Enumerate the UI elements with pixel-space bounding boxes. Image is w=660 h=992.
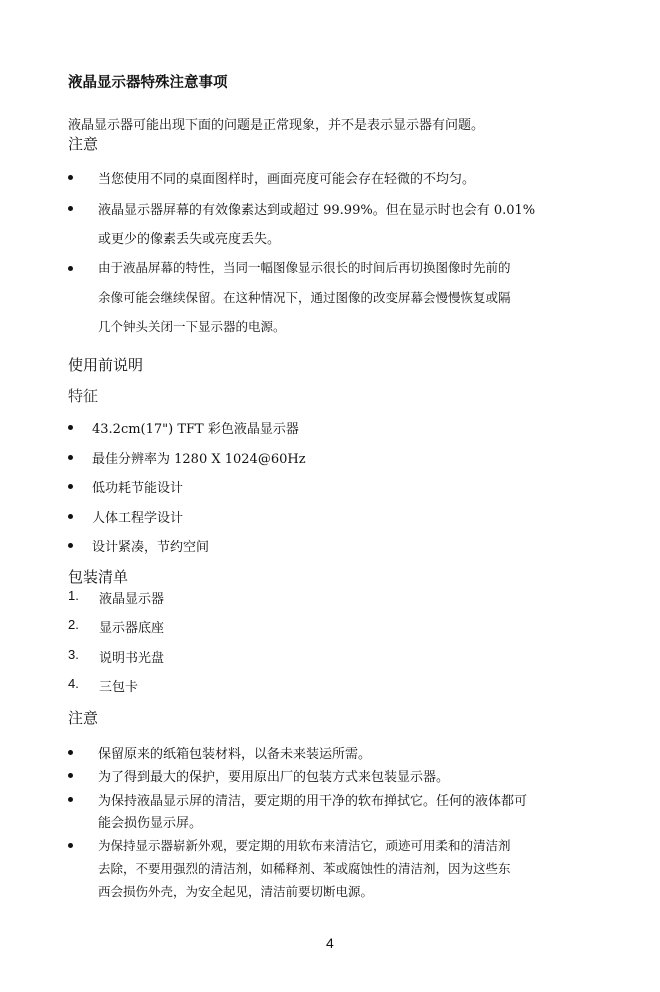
feature-item: 43.2cm(17") TFT 彩色液晶显示器 xyxy=(92,422,299,437)
bullet-dot xyxy=(68,425,73,430)
bullet-dot xyxy=(68,514,73,519)
notice1-item-3-line-2: 余像可能会继续保留。在这种情况下，通过图像的改变屏幕会慢慢恢复或隔 xyxy=(98,290,511,305)
intro-text: 液晶显示器可能出现下面的问题是正常现象，并不是表示显示器有问题。 xyxy=(68,118,485,133)
bullet-dot xyxy=(68,797,73,802)
bullet-dot xyxy=(68,206,73,211)
package-item-number: 1. xyxy=(68,588,79,603)
notice2-item-4-line-2: 去除，不要用强烈的清洁剂，如稀释剂、苯或腐蚀性的清洁剂，因为这些东 xyxy=(98,861,511,876)
notice2-heading: 注意 xyxy=(68,709,99,727)
notice1-heading: 注意 xyxy=(68,135,99,153)
feature-item: 最佳分辨率为 1280 X 1024@60Hz xyxy=(92,452,306,467)
package-item-label: 显示器底座 xyxy=(99,621,165,636)
feature-item: 人体工程学设计 xyxy=(92,511,184,526)
package-item-number: 4. xyxy=(68,676,79,691)
bullet-dot xyxy=(68,773,73,778)
notice1-item-2-line-2: 或更少的像素丢失或亮度丢失。 xyxy=(98,232,281,247)
bullet-dot xyxy=(68,750,73,755)
notice2-item-3-line-2: 能会损伤显示屏。 xyxy=(98,816,203,831)
notice2-item-1-line-1: 保留原来的纸箱包装材料，以备未来装运所需。 xyxy=(98,747,372,762)
before-use-heading: 使用前说明 xyxy=(68,356,144,374)
notice1-item-2-line-1: 液晶显示器屏幕的有效像素达到或超过 99.99%。但在显示时也会有 0.01% xyxy=(98,203,536,218)
package-item-label: 三包卡 xyxy=(99,680,139,695)
notice1-item-3-line-1: 由于液晶屏幕的特性，当同一幅图像显示很长的时间后再切换图像时先前的 xyxy=(98,260,511,275)
notice1-item-3-line-3: 几个钟头关闭一下显示器的电源。 xyxy=(98,319,286,334)
notice2-item-4-line-3: 西会损伤外壳，为安全起见，清洁前要切断电源。 xyxy=(98,884,374,899)
bullet-dot xyxy=(68,484,73,489)
package-item-label: 液晶显示器 xyxy=(99,592,165,607)
bullet-dot xyxy=(68,543,73,548)
feature-item: 设计紧凑，节约空间 xyxy=(92,540,210,555)
features-heading: 特征 xyxy=(68,387,99,405)
notice1-item-1-line-1: 当您使用不同的桌面图样时，画面亮度可能会存在轻微的不均匀。 xyxy=(98,172,476,187)
bullet-dot xyxy=(68,843,73,848)
package-item-number: 3. xyxy=(68,647,79,662)
notice2-item-4-line-1: 为保持显示器崭新外观，要定期的用软布来清洁它，顽迹可用柔和的清洁剂 xyxy=(98,838,511,853)
bullet-dot xyxy=(68,266,73,271)
package-item-number: 2. xyxy=(68,617,79,632)
notice2-item-2-line-1: 为了得到最大的保护，要用原出厂的包装方式来包装显示器。 xyxy=(98,770,450,785)
package-heading: 包装清单 xyxy=(68,568,129,586)
feature-item: 低功耗节能设计 xyxy=(92,481,184,496)
page-number: 4 xyxy=(326,935,334,951)
bullet-dot xyxy=(68,455,73,460)
notice2-item-3-line-1: 为保持液晶显示屏的清洁，要定期的用干净的软布掸拭它。任何的液体都可 xyxy=(98,794,528,809)
bullet-dot xyxy=(68,175,73,180)
page-title: 液晶显示器特殊注意事项 xyxy=(68,75,228,91)
package-item-label: 说明书光盘 xyxy=(99,651,165,666)
